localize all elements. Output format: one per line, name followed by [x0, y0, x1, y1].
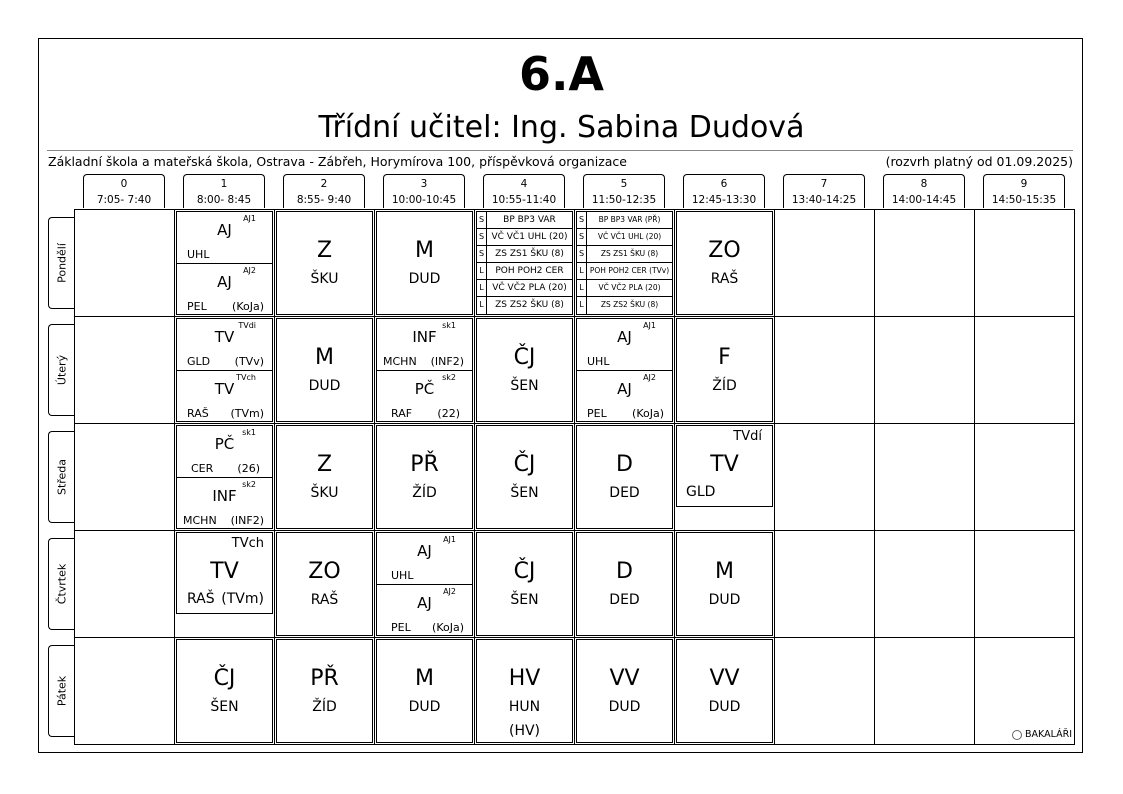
split-lesson-text: ZS ZS1 ŠKU (8) [495, 248, 564, 259]
subject-label: AJ [417, 542, 432, 560]
teacher-label: DUD [408, 699, 441, 715]
teacher-label: RAŠ [710, 271, 739, 287]
subject-label: F [718, 345, 731, 370]
half-lesson [577, 370, 672, 422]
period-header-2 [283, 174, 365, 208]
teacher-label: RAŠ [310, 592, 339, 608]
split-lesson-text: VČ VČ1 UHL (20) [597, 232, 662, 241]
room-label: (KoJa) [632, 407, 664, 420]
teacher-label: (HV) [508, 723, 541, 739]
period-time: 7:05- 7:40 [96, 194, 152, 206]
lesson-mon-6 [676, 211, 773, 315]
subject-label: Z [316, 238, 333, 263]
week-marker: L [477, 280, 487, 296]
lesson-tue-6 [676, 318, 773, 422]
lesson-tue-3 [376, 318, 473, 422]
split-lesson-row [577, 212, 672, 229]
room-label: (22) [437, 407, 460, 420]
subject-label: ČJ [213, 666, 236, 691]
group-label: TVch [236, 373, 256, 382]
group-label: TVdi [238, 321, 256, 330]
subject-label: M [315, 345, 334, 370]
subject-label: ČJ [513, 559, 536, 584]
teacher-label: RAF [391, 407, 413, 420]
period-time: 13:40-14:25 [791, 194, 857, 206]
period-header-9 [983, 174, 1065, 208]
lesson-mon-5 [576, 211, 673, 315]
teacher-label: ŠKU [310, 271, 339, 287]
grid-line [1074, 209, 1075, 744]
room-label: (INF2) [230, 514, 264, 527]
subject-label: D [616, 452, 633, 477]
teacher-label: DED [609, 592, 640, 608]
half-lesson [577, 319, 672, 370]
subject-label: TV [214, 380, 235, 398]
subject-label: M [415, 666, 434, 691]
split-lesson-text: VČ VČ2 PLA (20) [598, 283, 661, 292]
teacher-label: ŠEN [510, 378, 539, 394]
period-time: 10:55-11:40 [491, 194, 557, 206]
period-number: 1 [220, 178, 228, 190]
split-lesson-text: ZS ZS2 ŠKU (8) [495, 299, 564, 310]
lesson-thu-4 [476, 532, 573, 636]
half-lesson [377, 533, 472, 584]
teacher-label: UHL [391, 569, 414, 582]
lesson-mon-2 [276, 211, 373, 315]
teacher-label: ŽÍD [412, 485, 437, 501]
lesson-fri-2 [276, 639, 373, 743]
teacher-label: DUD [308, 378, 341, 394]
lesson-mon-3 [376, 211, 473, 315]
teacher-label: PEL [391, 621, 411, 634]
split-lesson-row [477, 263, 572, 280]
subject-label: D [616, 559, 633, 584]
half-lesson [377, 319, 472, 370]
subject-label: INF [412, 328, 437, 346]
group-label: AJ1 [443, 535, 456, 544]
room-label: (KoJa) [432, 621, 464, 634]
split-lesson-text: VČ VČ2 PLA (20) [492, 283, 567, 293]
grid-line [374, 209, 375, 744]
subject-label: PŘ [310, 666, 339, 691]
period-time: 8:55- 9:40 [296, 194, 352, 206]
week-marker: S [577, 229, 587, 245]
bakalari-logo: BAKALÁŘI [1012, 729, 1072, 740]
lesson-tue-1 [176, 318, 273, 422]
subject-label: AJ [417, 594, 432, 612]
validity-date: (rozvrh platný od 01.09.2025) [885, 154, 1073, 169]
day-tab-tuesday [48, 324, 74, 416]
split-lesson-row [477, 280, 572, 297]
teacher-label: ŽÍD [312, 699, 337, 715]
subject-label: TV [214, 328, 235, 346]
grid-line [74, 423, 1075, 424]
subject-label: M [415, 238, 434, 263]
teacher-label: PEL [187, 300, 207, 313]
week-marker: S [577, 246, 587, 262]
week-marker: L [577, 280, 587, 296]
teacher-label: MCHN [383, 355, 417, 368]
period-number: 7 [820, 178, 828, 190]
grid-line [74, 209, 1075, 210]
lesson-fri-6 [676, 639, 773, 743]
group-label: AJ1 [643, 321, 656, 330]
lesson-thu-3 [376, 532, 473, 636]
split-lesson-row [477, 246, 572, 263]
lesson-wed-4 [476, 425, 573, 529]
lesson-fri-4 [476, 639, 573, 743]
period-number: 2 [320, 178, 328, 190]
half-lesson [177, 263, 272, 315]
subject-label: ZO [708, 238, 741, 263]
room-label: (INF2) [430, 355, 464, 368]
teacher-label: ŠKU [310, 485, 339, 501]
split-lesson-text: VČ VČ1 UHL (20) [491, 232, 568, 242]
period-number: 9 [1020, 178, 1028, 190]
room-label: (TVv) [234, 355, 264, 368]
lesson-wed-5 [576, 425, 673, 529]
subject-label: Z [316, 452, 333, 477]
subject-label: M [715, 559, 734, 584]
period-time: 14:00-14:45 [891, 194, 957, 206]
divider [47, 150, 1073, 151]
teacher-label: HUN [508, 699, 541, 715]
grid-line [974, 209, 975, 744]
lesson-fri-5 [576, 639, 673, 743]
period-time: 12:45-13:30 [691, 194, 757, 206]
period-number: 8 [920, 178, 928, 190]
split-lesson-text: POH POH2 CER (TVv) [589, 266, 670, 275]
period-header-6 [683, 174, 765, 208]
week-marker: S [477, 229, 487, 245]
subject-label: AJ [617, 380, 632, 398]
teacher-label: UHL [187, 248, 210, 261]
teacher-label: PEL [587, 407, 607, 420]
day-tab-thursday [48, 538, 74, 630]
split-lesson-row [577, 246, 672, 263]
split-lesson-text: POH POH2 CER [495, 266, 564, 276]
bakalari-logo-icon [1012, 730, 1022, 740]
teacher-label: UHL [587, 355, 610, 368]
period-number: 3 [420, 178, 428, 190]
split-lesson-row [477, 297, 572, 314]
lesson-thu-1: TVch TV RAŠ (TVm) [176, 532, 273, 614]
period-number: 4 [520, 178, 528, 190]
subject-label: PŘ [410, 452, 439, 477]
period-header-5 [583, 174, 665, 208]
week-marker: L [577, 297, 587, 314]
teacher-label: CER [191, 462, 214, 475]
teacher-label: DUD [608, 699, 641, 715]
subject-label: PČ [214, 435, 235, 453]
teacher-label: ŠEN [510, 485, 539, 501]
subject-label: AJ [217, 221, 232, 239]
teacher-label: ŠEN [510, 592, 539, 608]
subject-label: TV [710, 452, 739, 477]
lesson-fri-1 [176, 639, 273, 743]
period-number: 5 [620, 178, 628, 190]
teacher-label: DED [609, 485, 640, 501]
split-lesson-text: ZS ZS1 ŠKU (8) [600, 248, 659, 258]
teacher-label: ŠEN [210, 699, 239, 715]
grid-line [774, 209, 775, 744]
period-time: 8:00- 8:45 [196, 194, 252, 206]
period-number: 0 [120, 178, 128, 190]
lesson-thu-5 [576, 532, 673, 636]
lesson-mon-1 [176, 211, 273, 315]
week-marker: L [577, 263, 587, 279]
grid-line [674, 209, 675, 744]
class-teacher: Třídní učitel: Ing. Sabina Dudová [318, 110, 805, 145]
class-title: 6.A [518, 47, 605, 101]
half-lesson [177, 319, 272, 370]
grid-line [74, 637, 1075, 638]
week-marker: S [477, 246, 487, 262]
period-header-0 [83, 174, 165, 208]
grid-line [174, 209, 175, 744]
lesson-wed-6: TVdí TV GLD [676, 425, 773, 507]
period-time: 10:00-10:45 [391, 194, 457, 206]
split-lesson-row [477, 212, 572, 229]
half-lesson [377, 584, 472, 636]
group-label: sk2 [242, 480, 256, 489]
split-lesson-text: BP BP3 VAR (PŘ) [598, 215, 661, 224]
grid-line [574, 209, 575, 744]
group-label: sk2 [442, 373, 456, 382]
period-time: 11:50-12:35 [591, 194, 657, 206]
lesson-tue-5 [576, 318, 673, 422]
subject-label: ZO [308, 559, 341, 584]
week-marker: L [477, 263, 487, 279]
day-label: Středa [55, 458, 68, 496]
week-marker: S [477, 212, 487, 228]
group-label: AJ1 [243, 214, 256, 223]
week-marker: L [477, 297, 487, 314]
half-lesson [177, 477, 272, 529]
week-marker: S [577, 212, 587, 228]
day-label: Pondělí [55, 243, 68, 283]
room-label: (KoJa) [232, 300, 264, 313]
subject-label: AJ [617, 328, 632, 346]
lesson-thu-6 [676, 532, 773, 636]
split-lesson-row [577, 297, 672, 314]
lesson-mon-4 [476, 211, 573, 315]
lesson-wed-1 [176, 425, 273, 529]
teacher-label: DUD [708, 592, 741, 608]
split-lesson-row [577, 263, 672, 280]
half-lesson [177, 426, 272, 477]
room-label: (TVm) [230, 407, 264, 420]
subject-label: ČJ [513, 345, 536, 370]
lesson-fri-3 [376, 639, 473, 743]
subject-label: AJ [217, 273, 232, 291]
half-lesson [177, 370, 272, 422]
grid-line [874, 209, 875, 744]
day-label: Čtvrtek [55, 563, 68, 605]
group-label: AJ2 [443, 587, 456, 596]
grid-line [274, 209, 275, 744]
group-label: AJ2 [643, 373, 656, 382]
group-label: AJ2 [243, 266, 256, 275]
lesson-tue-2 [276, 318, 373, 422]
teacher-label: RAŠ [187, 407, 209, 420]
day-tab-friday [48, 645, 74, 737]
grid-line [74, 744, 1075, 745]
teacher-label: DUD [408, 271, 441, 287]
group-label: sk1 [442, 321, 456, 330]
period-time: 14:50-15:35 [991, 194, 1057, 206]
split-lesson-row [477, 229, 572, 246]
lesson-wed-2 [276, 425, 373, 529]
school-name: Základní škola a mateřská škola, Ostrava - Zábřeh, Horymírova 100, příspěvková organizace [48, 154, 627, 169]
period-header-4 [483, 174, 565, 208]
period-header-3 [383, 174, 465, 208]
split-lesson-row [577, 280, 672, 297]
teacher-label: ŽÍD [712, 378, 737, 394]
lesson-tue-4 [476, 318, 573, 422]
grid-line [74, 316, 1075, 317]
teacher-label: DUD [708, 699, 741, 715]
day-tab-wednesday [48, 431, 74, 523]
lesson-thu-2 [276, 532, 373, 636]
teacher-label: GLD [187, 355, 211, 368]
lesson-wed-3 [376, 425, 473, 529]
split-lesson-text: BP BP3 VAR [503, 215, 556, 225]
subject-label: TV [210, 559, 239, 584]
split-lesson-text: ZS ZS2 ŠKU (8) [600, 299, 659, 309]
subject-label: ČJ [513, 452, 536, 477]
group-label: sk1 [242, 428, 256, 437]
room-label: (26) [237, 462, 260, 475]
subject-label: PČ [414, 380, 435, 398]
day-label: Pátek [55, 675, 68, 707]
period-header-7 [783, 174, 865, 208]
half-lesson [177, 212, 272, 263]
half-lesson [377, 370, 472, 422]
grid-line [74, 209, 75, 744]
subject-label: HV [508, 666, 541, 691]
subject-label: VV [609, 666, 640, 691]
grid-line [474, 209, 475, 744]
period-header-8 [883, 174, 965, 208]
split-lesson-row [577, 229, 672, 246]
day-label: Úterý [55, 354, 68, 386]
subject-label: INF [212, 487, 237, 505]
day-tab-monday [48, 217, 74, 309]
period-header-1 [183, 174, 265, 208]
period-number: 6 [720, 178, 728, 190]
teacher-label: MCHN [183, 514, 217, 527]
grid-line [74, 530, 1075, 531]
subject-label: VV [709, 666, 740, 691]
